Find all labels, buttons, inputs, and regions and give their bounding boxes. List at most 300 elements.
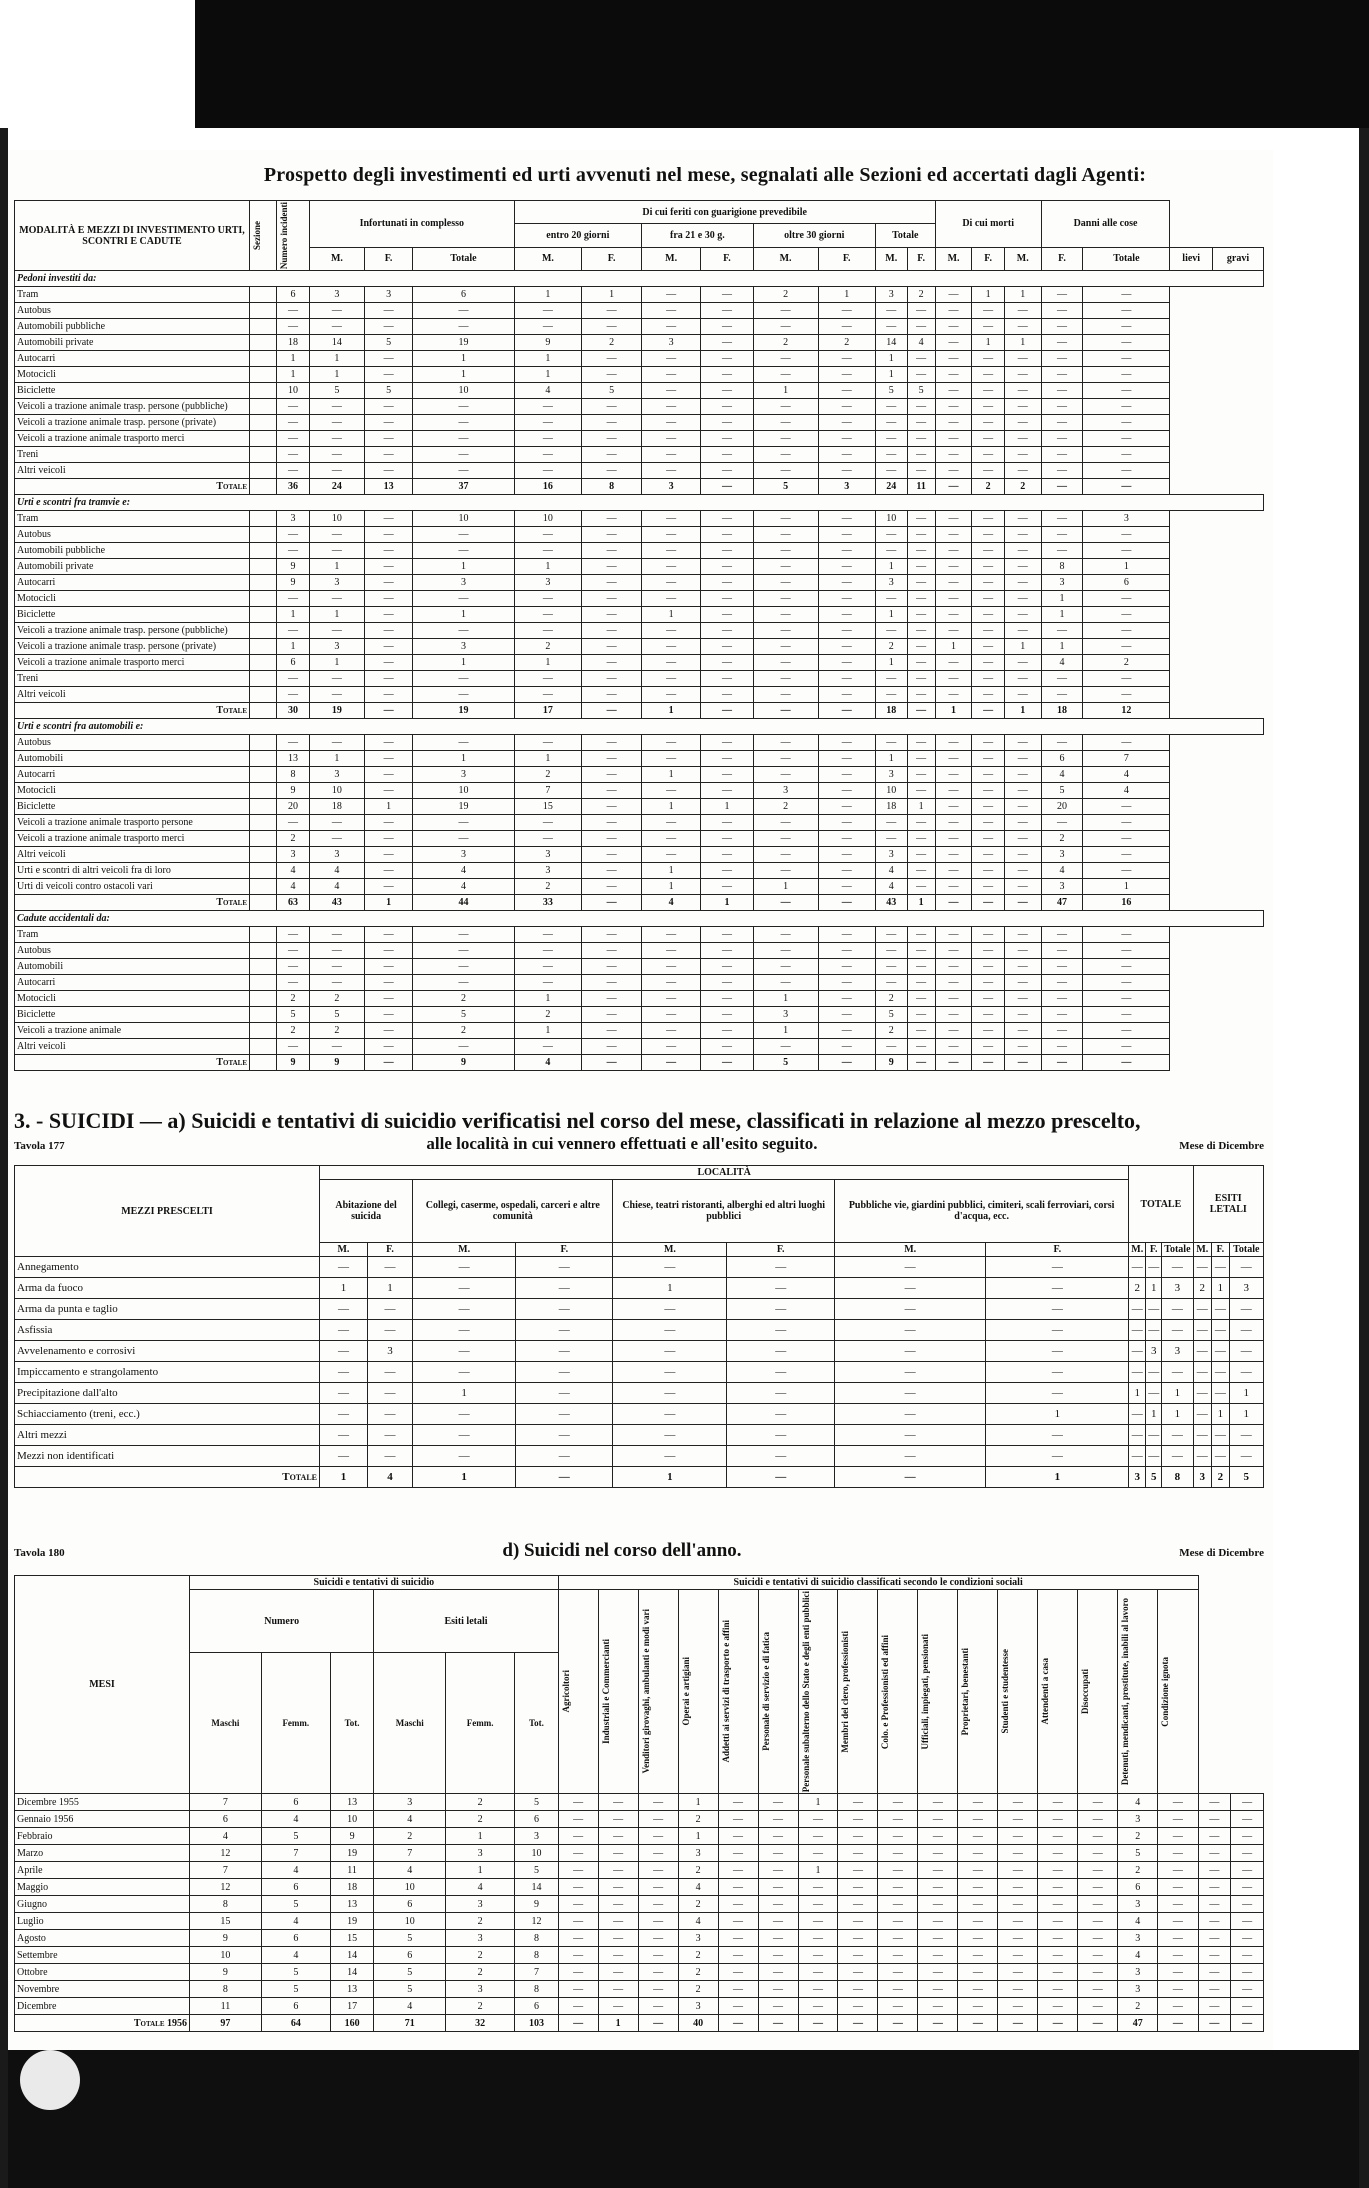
- cell: 5: [261, 1981, 330, 1998]
- total-cell: 47: [1041, 895, 1083, 911]
- cell: —: [986, 1278, 1129, 1299]
- cell: —: [986, 1257, 1129, 1278]
- cell: 5: [515, 1862, 559, 1879]
- cell: —: [277, 527, 310, 543]
- cell: —: [310, 815, 365, 831]
- th-mesi: MESI: [15, 1576, 190, 1794]
- cell: —: [875, 319, 907, 335]
- cell: —: [758, 1981, 798, 1998]
- cell: —: [582, 767, 642, 783]
- cell: 6: [261, 1930, 330, 1947]
- cell: —: [277, 463, 310, 479]
- cell: 1: [986, 1404, 1129, 1425]
- cell: —: [818, 463, 875, 479]
- total-cell: 1: [1004, 703, 1041, 719]
- total-cell: 9: [875, 1055, 907, 1071]
- total-cell: —: [1083, 479, 1170, 495]
- th2-sub-0: M.: [320, 1243, 368, 1257]
- cell: 4: [1118, 1947, 1158, 1964]
- cell: —: [413, 543, 514, 559]
- cell: 2: [446, 1913, 515, 1930]
- cell: 4: [310, 879, 365, 895]
- cell: —: [642, 831, 701, 847]
- row-label: Motocicli: [15, 591, 250, 607]
- row-label: Biciclette: [15, 607, 250, 623]
- cell: 4: [678, 1913, 718, 1930]
- cell: —: [875, 447, 907, 463]
- cell: —: [701, 447, 753, 463]
- table-row: [15, 655, 1264, 671]
- cell: —: [1083, 671, 1170, 687]
- cell: —: [875, 959, 907, 975]
- cell: —: [364, 1039, 412, 1055]
- cell: —: [907, 639, 935, 655]
- row-label: Autocarri: [15, 975, 250, 991]
- cell: —: [907, 671, 935, 687]
- table-row: [15, 1039, 1264, 1055]
- cell: —: [1083, 399, 1170, 415]
- cell: —: [642, 959, 701, 975]
- total-cell: —: [364, 1055, 412, 1071]
- cell: —: [1083, 799, 1170, 815]
- cell: —: [935, 463, 972, 479]
- row-label: Treni: [15, 447, 250, 463]
- total-cell: 30: [277, 703, 310, 719]
- row-label: Urti e scontri di altri veicoli fra di loro: [15, 863, 250, 879]
- cell: —: [1193, 1446, 1212, 1467]
- cell: —: [753, 303, 818, 319]
- cell: —: [1004, 415, 1041, 431]
- cell: —: [1129, 1320, 1146, 1341]
- cell: —: [818, 927, 875, 943]
- cell: 1: [753, 991, 818, 1007]
- cell: —: [818, 991, 875, 1007]
- cell: —: [1078, 1913, 1118, 1930]
- th-sub-0: M.: [310, 247, 365, 270]
- table-period: Mese di Dicembre: [1179, 1140, 1264, 1152]
- cell: 9: [514, 335, 582, 351]
- cell: —: [320, 1299, 368, 1320]
- cell: —: [582, 319, 642, 335]
- cell: 1: [320, 1278, 368, 1299]
- section-title: Cadute accidentali da:: [15, 911, 1264, 927]
- cell: 4: [875, 879, 907, 895]
- cell: 1: [875, 351, 907, 367]
- cell: —: [310, 623, 365, 639]
- cell: —: [310, 543, 365, 559]
- cell: —: [753, 431, 818, 447]
- total-cell: —: [1158, 2015, 1198, 2032]
- cell: —: [1146, 1362, 1162, 1383]
- cell: —: [907, 367, 935, 383]
- cell: 8: [515, 1930, 559, 1947]
- cell: —: [935, 879, 972, 895]
- section-heading-2: alle località in cui vennero effettuati e all'esito seguito.: [426, 1134, 818, 1153]
- cell: —: [818, 367, 875, 383]
- cell: [250, 927, 277, 943]
- cell: —: [1083, 415, 1170, 431]
- cell: —: [558, 1998, 598, 2015]
- cell: 6: [374, 1947, 446, 1964]
- cell: —: [582, 623, 642, 639]
- cell: —: [878, 1879, 918, 1896]
- th-condizioni: Suicidi e tentativi di suicidio classificati secondo le condizioni sociali: [558, 1576, 1198, 1590]
- cell: —: [558, 1879, 598, 1896]
- cell: —: [367, 1257, 412, 1278]
- section-suicidi-anno: [14, 1540, 1264, 1562]
- th2-sub-1: F.: [367, 1243, 412, 1257]
- cell: —: [818, 575, 875, 591]
- cell: —: [838, 1879, 878, 1896]
- th3-sub-0: Maschi: [190, 1653, 262, 1794]
- cell: 1: [678, 1828, 718, 1845]
- table-row: [15, 367, 1264, 383]
- total-cell: —: [1041, 479, 1083, 495]
- total-cell: —: [753, 703, 818, 719]
- cell: —: [642, 415, 701, 431]
- cell: 3: [1146, 1341, 1162, 1362]
- cell: 3: [1083, 511, 1170, 527]
- cell: 1: [413, 751, 514, 767]
- row-label: Febbraio: [15, 1828, 190, 1845]
- cell: —: [834, 1341, 985, 1362]
- cell: —: [642, 447, 701, 463]
- cell: —: [834, 1425, 985, 1446]
- cell: 1: [1146, 1404, 1162, 1425]
- cell: 6: [261, 1879, 330, 1896]
- cell: —: [514, 527, 582, 543]
- cell: 10: [515, 1845, 559, 1862]
- table-row: [15, 319, 1264, 335]
- cell: 1: [753, 1023, 818, 1039]
- total-cell: —: [582, 1055, 642, 1071]
- cell: —: [558, 1811, 598, 1828]
- cell: —: [798, 1913, 838, 1930]
- cell: —: [1083, 975, 1170, 991]
- cell: —: [818, 351, 875, 367]
- cell: —: [1231, 1794, 1264, 1811]
- cell: —: [907, 991, 935, 1007]
- cell: [250, 1023, 277, 1039]
- cell: 2: [678, 1964, 718, 1981]
- cell: —: [516, 1278, 613, 1299]
- cell: —: [935, 559, 972, 575]
- cell: 2: [1129, 1278, 1146, 1299]
- cell: 3: [367, 1341, 412, 1362]
- cell: 4: [261, 1913, 330, 1930]
- table-row: [15, 1320, 1264, 1341]
- cell: —: [798, 1998, 838, 2015]
- cell: —: [1083, 639, 1170, 655]
- cell: —: [701, 831, 753, 847]
- cell: —: [1041, 1023, 1083, 1039]
- cell: —: [364, 543, 412, 559]
- cell: —: [907, 1007, 935, 1023]
- total-cell: —: [642, 1055, 701, 1071]
- cell: —: [1198, 1896, 1231, 1913]
- cell: —: [310, 415, 365, 431]
- cell: —: [598, 1811, 638, 1828]
- row-label: Altri veicoli: [15, 687, 250, 703]
- cell: 15: [514, 799, 582, 815]
- table-row: [15, 1913, 1264, 1930]
- cell: —: [818, 447, 875, 463]
- cell: —: [582, 927, 642, 943]
- cell: —: [642, 783, 701, 799]
- th2-sub-7: F.: [986, 1243, 1129, 1257]
- cell: —: [753, 415, 818, 431]
- cell: —: [972, 383, 1004, 399]
- cell: —: [918, 1998, 958, 2015]
- cell: 19: [330, 1845, 374, 1862]
- cell: 2: [875, 991, 907, 1007]
- th-sub-8: F.: [818, 247, 875, 270]
- cell: 8: [515, 1981, 559, 1998]
- cell: —: [918, 1964, 958, 1981]
- cell: 10: [875, 511, 907, 527]
- cell: 9: [515, 1896, 559, 1913]
- cell: —: [310, 975, 365, 991]
- cell: —: [753, 639, 818, 655]
- cell: —: [582, 431, 642, 447]
- cell: —: [514, 735, 582, 751]
- cell: —: [935, 383, 972, 399]
- cell: —: [642, 639, 701, 655]
- cell: —: [598, 1947, 638, 1964]
- cell: —: [642, 671, 701, 687]
- cell: 1: [701, 799, 753, 815]
- cell: 1: [1229, 1383, 1263, 1404]
- cell: —: [753, 623, 818, 639]
- cell: [250, 767, 277, 783]
- cell: 10: [875, 783, 907, 799]
- cell: 3: [875, 847, 907, 863]
- total-cell: 33: [514, 895, 582, 911]
- cell: 10: [190, 1947, 262, 1964]
- cell: —: [935, 831, 972, 847]
- cell: 4: [310, 863, 365, 879]
- scan-border-bottom: [8, 2050, 1359, 2188]
- cell: [250, 943, 277, 959]
- cell: 10: [374, 1913, 446, 1930]
- cell: —: [701, 783, 753, 799]
- cell: 2: [514, 879, 582, 895]
- cell: —: [413, 735, 514, 751]
- cell: —: [907, 559, 935, 575]
- cell: —: [582, 1039, 642, 1055]
- total-cell: —: [753, 895, 818, 911]
- row-label: Marzo: [15, 1845, 190, 1862]
- table-row: [15, 447, 1264, 463]
- total-cell: —: [1083, 1055, 1170, 1071]
- cell: —: [758, 1794, 798, 1811]
- row-label: Veicoli a trazione animale trasp. persone (pubbliche): [15, 623, 250, 639]
- total-row: [15, 895, 1264, 911]
- cell: —: [413, 943, 514, 959]
- cell: 2: [1118, 1998, 1158, 2015]
- cell: —: [1198, 1964, 1231, 1981]
- row-label: Schiacciamento (treni, ecc.): [15, 1404, 320, 1425]
- th-suicidi: Suicidi e tentativi di suicidio: [190, 1576, 559, 1590]
- cell: —: [701, 735, 753, 751]
- cell: [250, 383, 277, 399]
- cell: —: [818, 415, 875, 431]
- cell: —: [514, 463, 582, 479]
- cell: —: [701, 1023, 753, 1039]
- total-cell: 1: [642, 703, 701, 719]
- table-row: [15, 1425, 1264, 1446]
- cell: —: [838, 1947, 878, 1964]
- table-row: [15, 767, 1264, 783]
- th2-sub-3: F.: [516, 1243, 613, 1257]
- cell: —: [642, 655, 701, 671]
- cell: —: [753, 367, 818, 383]
- cell: —: [935, 527, 972, 543]
- cell: —: [514, 623, 582, 639]
- cell: [250, 639, 277, 655]
- cell: —: [514, 927, 582, 943]
- cell: —: [935, 799, 972, 815]
- cell: 5: [515, 1794, 559, 1811]
- cell: —: [1078, 1862, 1118, 1879]
- total-cell: —: [1004, 895, 1041, 911]
- cell: —: [1004, 575, 1041, 591]
- table-row: [15, 1023, 1264, 1039]
- total-cell: 71: [374, 2015, 446, 2032]
- cell: —: [638, 1828, 678, 1845]
- section-title: Urti e scontri fra tramvie e:: [15, 495, 1264, 511]
- cell: 3: [413, 639, 514, 655]
- total-row: [15, 1467, 1264, 1488]
- section-title: Pedoni investiti da:: [15, 271, 1264, 287]
- cell: —: [413, 399, 514, 415]
- scan-border-top: [195, 0, 1369, 128]
- total-row: [15, 703, 1264, 719]
- cell: 14: [330, 1947, 374, 1964]
- th-sub-15: Totale: [1083, 247, 1170, 270]
- total-cell: 5: [1146, 1467, 1162, 1488]
- table-row: [15, 415, 1264, 431]
- cell: —: [753, 751, 818, 767]
- cell: —: [1158, 1947, 1198, 1964]
- cell: 11: [330, 1862, 374, 1879]
- cell: 2: [582, 335, 642, 351]
- cell: —: [727, 1425, 835, 1446]
- cell: —: [972, 1023, 1004, 1039]
- cell: —: [935, 415, 972, 431]
- cell: 1: [972, 287, 1004, 303]
- cell: —: [367, 1299, 412, 1320]
- total-cell: —: [935, 895, 972, 911]
- cell: 1: [678, 1794, 718, 1811]
- table-row: [15, 591, 1264, 607]
- cell: 3: [753, 1007, 818, 1023]
- cell: —: [364, 1007, 412, 1023]
- cell: —: [878, 1913, 918, 1930]
- th-entro20: entro 20 giorni: [514, 224, 641, 247]
- total-cell: 1: [320, 1467, 368, 1488]
- cell: —: [642, 399, 701, 415]
- cell: —: [998, 1879, 1038, 1896]
- cell: —: [582, 527, 642, 543]
- cell: —: [413, 1299, 516, 1320]
- cell: —: [798, 1879, 838, 1896]
- cell: [250, 591, 277, 607]
- cell: —: [818, 511, 875, 527]
- cell: —: [935, 687, 972, 703]
- cell: —: [364, 607, 412, 623]
- cell: —: [907, 431, 935, 447]
- cell: —: [642, 383, 701, 399]
- cell: —: [582, 847, 642, 863]
- cell: 6: [277, 655, 310, 671]
- cell: 1: [798, 1862, 838, 1879]
- cell: —: [514, 975, 582, 991]
- cell: —: [1158, 1811, 1198, 1828]
- th-feriti: Di cui feriti con guarigione prevedibile: [514, 201, 935, 224]
- cell: 7: [374, 1845, 446, 1862]
- total-cell: —: [907, 703, 935, 719]
- cell: —: [701, 879, 753, 895]
- cell: —: [798, 1845, 838, 1862]
- page-corner: [0, 0, 195, 128]
- cell: —: [638, 1998, 678, 2015]
- cell: 4: [277, 863, 310, 879]
- cell: —: [364, 735, 412, 751]
- table-row: [15, 1964, 1264, 1981]
- table-row: [15, 1362, 1264, 1383]
- cell: —: [818, 319, 875, 335]
- cell: —: [758, 1811, 798, 1828]
- cell: —: [1041, 991, 1083, 1007]
- th-loc-vie: Pubbliche vie, giardini pubblici, cimiteri, scali ferroviari, corsi d'acqua, ecc.: [834, 1180, 1128, 1243]
- th-cond-13: Disoccupati: [1078, 1590, 1118, 1794]
- cell: —: [998, 1930, 1038, 1947]
- th-sub-6: F.: [701, 247, 753, 270]
- cell: —: [277, 943, 310, 959]
- cell: —: [935, 815, 972, 831]
- cell: —: [986, 1320, 1129, 1341]
- cell: —: [907, 1039, 935, 1055]
- th-sub-10: F.: [907, 247, 935, 270]
- cell: —: [1004, 607, 1041, 623]
- cell: [250, 463, 277, 479]
- cell: —: [413, 1039, 514, 1055]
- cell: —: [1078, 1811, 1118, 1828]
- cell: —: [753, 1039, 818, 1055]
- cell: —: [364, 447, 412, 463]
- total-cell: 8: [1162, 1467, 1193, 1488]
- cell: 2: [446, 1947, 515, 1964]
- cell: —: [818, 1007, 875, 1023]
- total-cell: 19: [413, 703, 514, 719]
- cell: —: [1212, 1341, 1230, 1362]
- cell: —: [753, 351, 818, 367]
- cell: —: [701, 543, 753, 559]
- cell: 5: [374, 1930, 446, 1947]
- cell: [250, 687, 277, 703]
- cell: 9: [277, 783, 310, 799]
- cell: —: [727, 1278, 835, 1299]
- cell: —: [310, 431, 365, 447]
- cell: —: [918, 1862, 958, 1879]
- cell: —: [753, 447, 818, 463]
- cell: —: [514, 591, 582, 607]
- cell: 4: [1083, 783, 1170, 799]
- cell: —: [1083, 607, 1170, 623]
- total-cell: —: [364, 703, 412, 719]
- cell: —: [838, 1862, 878, 1879]
